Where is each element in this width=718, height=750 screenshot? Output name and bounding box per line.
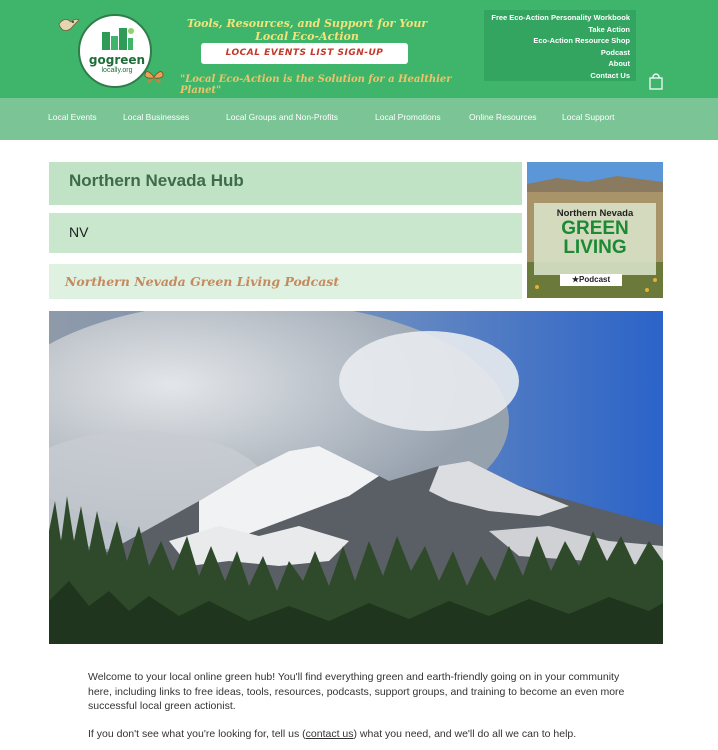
mountain-landscape-image [49,311,663,644]
top-link-podcast[interactable]: Podcast [600,47,630,57]
site-header [0,0,718,98]
contact-text-before: If you don't see what you're looking for, tell us ( [88,728,306,740]
top-link-workbook[interactable]: Free Eco-Action Personality Workbook [491,13,630,22]
thumb-podcast-badge: ★Podcast [560,274,622,286]
podcast-thumbnail[interactable] [527,162,663,298]
podcast-link[interactable]: Northern Nevada Green Living Podcast [65,274,340,289]
header-slogan: "Local Eco-Action is the Solution for a Healthier Planet" [180,74,452,96]
podcast-box [49,264,522,299]
thumb-region: Northern Nevada [556,208,634,219]
site-logo[interactable] [78,14,152,88]
contact-text-after: ) what you need, and we'll do all we can to help. [353,728,577,740]
main-nav [0,98,718,140]
events-signup-button[interactable]: LOCAL EVENTS LIST SIGN-UP [201,43,408,64]
state-box [49,213,522,253]
thumb-living: LIVING [563,237,627,258]
bird-icon [57,16,81,36]
cart-icon[interactable] [648,72,664,90]
state-label: NV [69,224,89,240]
nav-local-businesses[interactable]: Local Businesses [123,112,190,122]
hub-title-box [49,162,522,205]
top-links-menu [484,10,636,81]
butterfly-icon [143,66,165,88]
hero-image [49,311,663,644]
buildings-icon [100,26,134,50]
page-title: Northern Nevada Hub [69,171,244,190]
thumb-green: GREEN [561,218,629,239]
intro-paragraph: Welcome to your local online green hub! You'll find everything green and earth-friendly going on in your community here, including links to free ideas, tools, resources, podcasts, support groups, and training to become an even more successful local green actionist. [88,671,625,712]
top-link-contact[interactable]: Contact Us [590,70,630,80]
logo-subtext: locally.org [101,67,133,74]
top-link-about[interactable]: About [608,59,630,69]
nav-local-promotions[interactable]: Local Promotions [375,112,441,122]
top-link-resource-shop[interactable]: Eco-Action Resource Shop [533,36,630,46]
header-tagline: Tools, Resources, and Support for Your Local Eco-Action [186,17,428,43]
nav-local-groups[interactable]: Local Groups and Non-Profits [226,112,338,122]
logo-text: gogreen [88,53,146,67]
contact-us-link[interactable]: contact us [305,728,354,740]
nav-local-events[interactable]: Local Events [48,112,97,122]
nav-online-resources[interactable]: Online Resources [469,112,537,122]
top-link-take-action[interactable]: Take Action [588,24,630,34]
podcast-thumb-title [534,203,656,275]
nav-local-support[interactable]: Local Support [562,112,615,122]
contact-paragraph [88,728,648,740]
